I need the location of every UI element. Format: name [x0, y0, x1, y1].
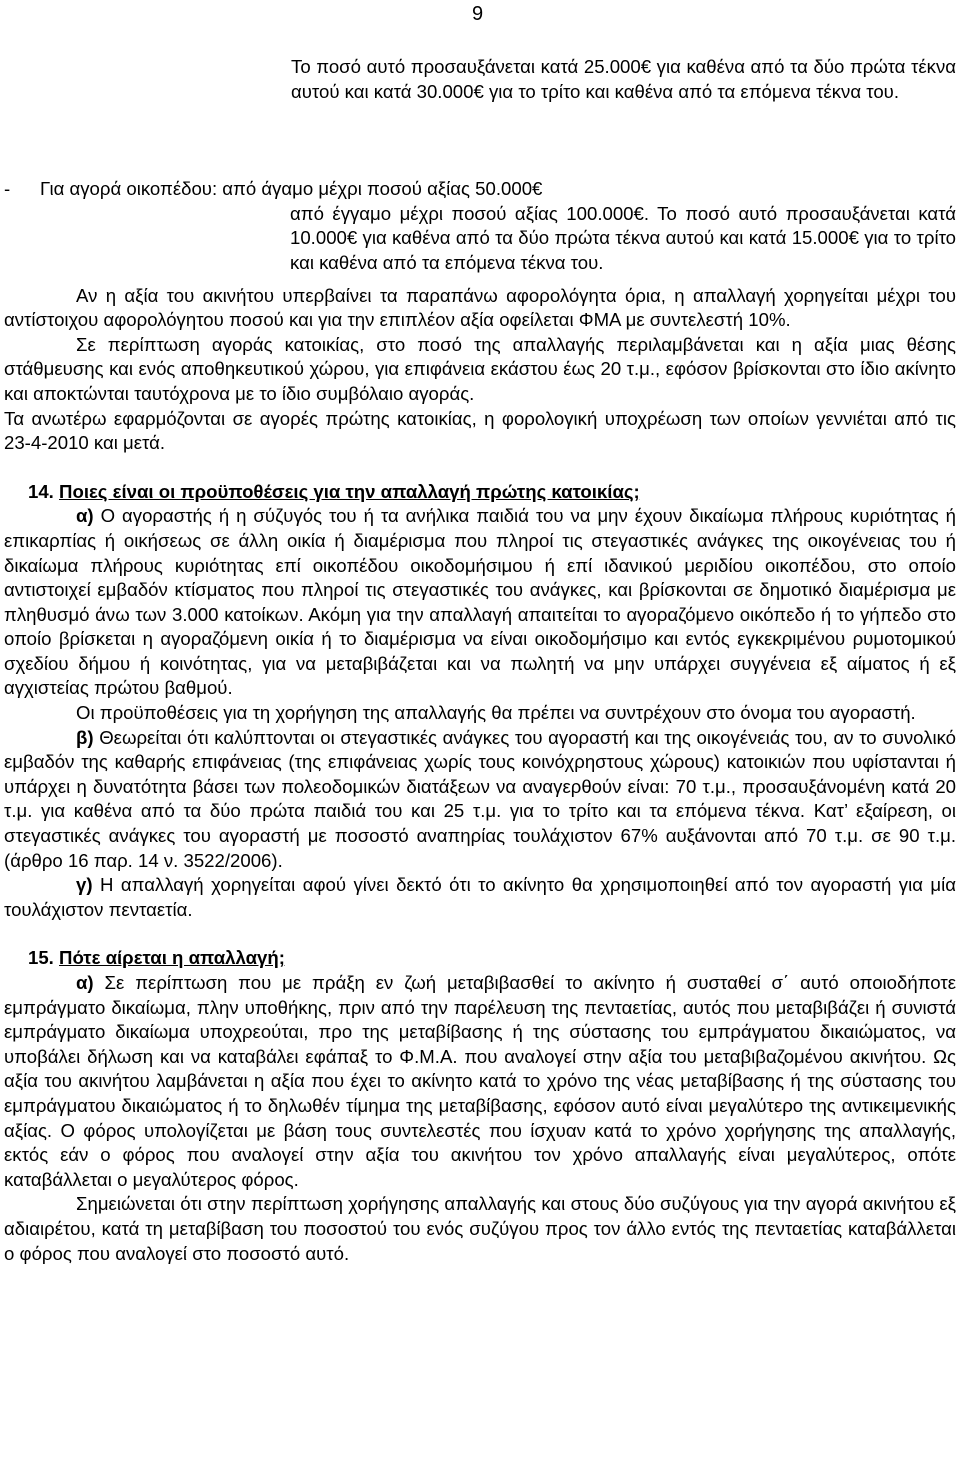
section-15-title: Πότε αίρεται η απαλλαγή; [59, 947, 285, 969]
vertical-spacer [4, 104, 956, 177]
section-14-number: 14. [28, 480, 54, 502]
item-b-label: β) [76, 726, 94, 748]
bullet-body [40, 177, 956, 275]
section-15-note: Σημειώνεται ότι στην περίπτωση χορήγησης απαλλαγής και στους δύο συζύγους για την αγορά ακινήτου εξ αδιαιρέτου, κατά τη μεταβίβαση του ποσοστού του ενός συζύγου προς τον άλλο εντός της πενταετίας καταβάλλεται ο φόρος που αναλογεί στο ποσοστό αυτό. [4, 1193, 956, 1264]
page-number: 9 [472, 3, 484, 25]
document-body [4, 55, 956, 1266]
bullet-rest: από έγγαμο μέχρι ποσού αξίας 100.000€. Το ποσό αυτό προσαυξάνεται κατά 10.000€ για καθένα από τα δύο πρώτα τέκνα αυτού και κατά 15.000€ για το τρίτο και καθένα από τα επόμενα τέκνα του. [290, 202, 956, 273]
bullet-lead: Για αγορά οικοπέδου: από άγαμο μέχρι ποσού αξίας 50.000€ [40, 178, 543, 200]
section-15-heading [4, 946, 956, 971]
intro-paragraph: Το ποσό αυτό προσαυξάνεται κατά 25.000€ για καθένα από τα δύο πρώτα τέκνα αυτού και κατά 30.000€ για το τρίτο και καθένα από τα επόμενα τέκνα του. [291, 56, 956, 102]
paragraph-applicability: Τα ανωτέρω εφαρμόζονται σε αγορές πρώτης κατοικίας, η φορολογική υποχρέωση των οποίων γεννιέται από τις 23-4-2010 και μετά. [4, 407, 956, 454]
item-a-text: Σε περίπτωση που με πράξη εν ζωή μεταβιβασθεί το ακίνητο ή συσταθεί σ΄ αυτό οποιοδήποτε εμπράγματο δικαίωμα, πλην υποθήκης, πριν από την παρέλευση της πενταετίας, αυτός που μεταβιβάζει ή συνιστά εμπράγματο δικαίωμα υποχρεούται, προ της μεταβίβασης ή της σύστασης του εμπράγματου δικαιώματος, να υποβάλει δήλωση και να καταβάλει εφάπαξ το Φ.Μ.Α. που αναλογεί στην αξία του μεταβιβαζομένου ακινήτου. Ως αξία του ακινήτου λαμβάνεται η αξία που έχει το ακίνητο κατά το χρόνο της νέας μεταβίβασης ή της σύστασης του εμπράγματου δικαιώματος ή το δηλωθέν τίμημα της μεταβίβασης, εφόσον αυτό είναι μεγαλύτερο της αντικειμενικής αξίας. Ο φόρος υπολογίζεται με βάση τους συντελεστές που ίσχυαν κατά το χρόνο χορήγησης της απαλλαγής, εκτός εάν ο φόρος που αναλογεί στην αξία του ακινήτου τον χρόνο απαλλαγής είναι μεγαλύτερος, οπότε καταβάλλεται ο μεγαλύτερος φόρος. [4, 972, 956, 1190]
item-c-label: γ) [76, 874, 93, 896]
vertical-spacer [4, 922, 956, 946]
bullet-item-plot [4, 177, 956, 275]
section-15-item-a [4, 971, 956, 1192]
bullet-dash: - [4, 178, 11, 200]
item-b-text: Θεωρείται ότι καλύπτονται οι στεγαστικές ανάγκες του αγοραστή και της οικογένειάς του, αν το συνολικό εμβαδόν της καθαρής επιφάνειας (της επιφάνειας χωρίς τους κοινόχρηστους χώρους) κατοικιών που υφίστανται ή υπάρχει η δυνατότητα βάσει των πολεοδομικών διατάξεων να αναγερθούν είναι: 70 τ.μ., προσαυξάνομένη κατά 20 τ.μ. για καθένα από τα δύο πρώτα παιδιά του και 25 τ.μ. για το τρίτο και τα επόμενα τέκνα. Κατ’ εξαίρεση, οι στεγαστικές ανάγκες του αγοραστή με ποσοστό αναπηρίας τουλάχιστον 67% αυξάνονται από 70 τ.μ. σε 90 τ.μ. (άρθρο 16 παρ. 14 ν. 3522/2006). [4, 726, 956, 871]
vertical-spacer [4, 456, 956, 480]
item-a-label: α) [76, 505, 94, 527]
paragraph-parking: Σε περίπτωση αγοράς κατοικίας, στο ποσό της απαλλαγής περιλαμβάνεται και η αξία μιας θέσης στάθμευσης και ενός αποθηκευτικού χώρου, για επιφάνεια εκάστου έως 20 τ.μ., εφόσον βρίσκονται στο ίδιο ακίνητο και αποκτώνται ταυτόχρονα με το ίδιο συμβόλαιο αγοράς. [4, 333, 956, 404]
intro-block [291, 55, 956, 104]
section-14-heading [4, 480, 956, 505]
section-14-item-a [4, 504, 956, 701]
section-14-title: Ποιες είναι οι προϋποθέσεις για την απαλλαγή πρώτης κατοικίας; [59, 480, 640, 502]
section-14-item-b [4, 726, 956, 874]
item-c-text: Η απαλλαγή χορηγείται αφού γίνει δεκτό ότι το ακίνητο θα χρησιμοποιηθεί από τον αγοραστή για μία τουλάχιστον πενταετία. [4, 874, 956, 920]
section-14-note: Οι προϋποθέσεις για τη χορήγηση της απαλλαγής θα πρέπει να συντρέχουν στο όνομα του αγοραστή. [76, 702, 916, 724]
paragraph-excess-value: Αν η αξία του ακινήτου υπερβαίνει τα παραπάνω αφορολόγητα όρια, η απαλλαγή χορηγείται μέχρι του αντίστοιχου αφορολόγητου ποσού και για την επιπλέον αξία οφείλεται ΦΜΑ με συντελεστή 10%. [4, 284, 956, 331]
bullet-continuation [290, 202, 956, 276]
section-14-item-c [4, 873, 956, 922]
section-15-number: 15. [28, 947, 54, 969]
item-a-text: Ο αγοραστής ή η σύζυγός του ή τα ανήλικα παιδιά του να μην έχουν δικαίωμα πλήρους κυριότητας ή επικαρπίας ή οικήσεως σε άλλη οικία ή διαμέρισμα που πληροί τις στεγαστικές ανάγκες της οικογένειας του ή δικαίωμα πλήρους κυριότητας επί οικοπέδου οικοδομήσιμου ή επί ιδανικού μεριδίου οικοπέδου, στο οποίο αντιστοιχεί εμβαδόν κτίσματος που πληροί τις στεγαστικές του ανάγκες, και βρίσκονται σε δημοτικό διαμέρισμα με πληθυσμό άνω των 3.000 κατοίκων. Ακόμη για την απαλλαγή απαιτείται το αγοραζόμενο οικόπεδο ή το γήπεδο στο οποίο βρίσκεται η αγοραζόμενη οικία ή το διαμέρισμα να είναι οικοδομήσιμο και εντός εγκεκριμένου ρυμοτομικού σχεδίου δήμου ή κοινότητας, για να μεταβιβάζεται και να πωλητή να μην υπάρχει συγγένεια εξ αίματος ή εξ αγχιστείας πρώτου βαθμού. [4, 505, 956, 699]
vertical-spacer [4, 276, 956, 284]
item-a-label: α) [76, 972, 94, 993]
